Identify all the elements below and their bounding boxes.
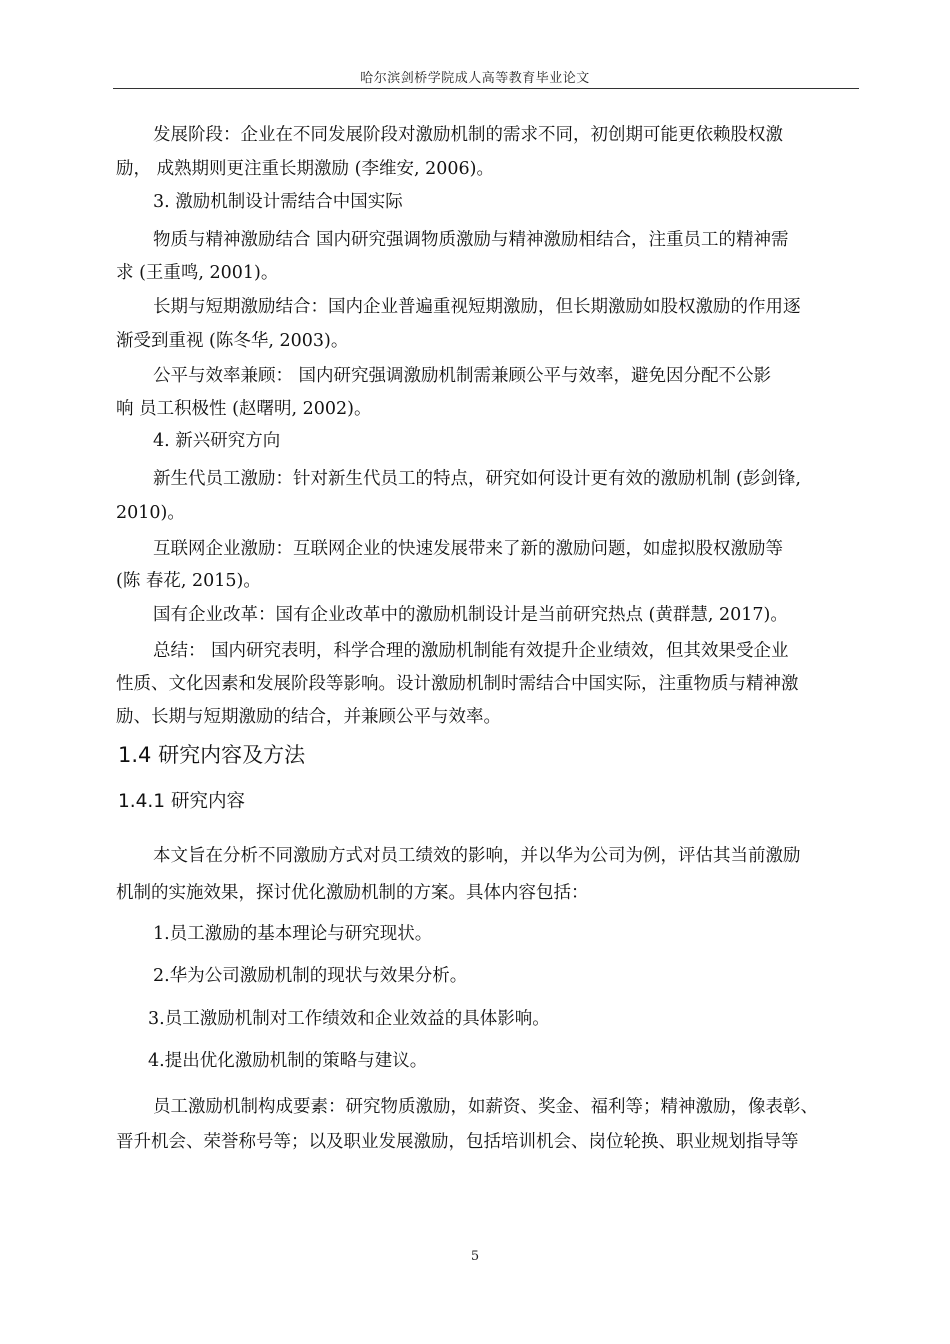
paragraph-line: 本文旨在分析不同激励方式对员工绩效的影响，并以华为公司为例，评估其当前激励 xyxy=(153,846,801,866)
header-divider xyxy=(113,88,859,89)
paragraph-line: 渐受到重视 (陈冬华, 2003)。 xyxy=(116,331,349,351)
paragraph-line: 晋升机会、荣誉称号等；以及职业发展激励，包括培训机会、岗位轮换、职业规划指导等 xyxy=(116,1132,799,1152)
paragraph-line: 互联网企业激励：互联网企业的快速发展带来了新的激励问题，如虚拟股权激励等 xyxy=(153,539,783,559)
paragraph-line: 总结： 国内研究表明，科学合理的激励机制能有效提升企业绩效，但其效果受企业 xyxy=(153,641,789,661)
paragraph-line: 员工激励机制构成要素：研究物质激励，如薪资、奖金、福利等；精神激励，像表彰、 xyxy=(153,1097,818,1117)
list-heading: 3. 激励机制设计需结合中国实际 xyxy=(153,192,403,212)
paragraph-line: 机制的实施效果，探讨优化激励机制的方案。具体内容包括： xyxy=(116,883,589,903)
list-item: 2.华为公司激励机制的现状与效果分析。 xyxy=(153,966,468,986)
paragraph-line: 响 员工积极性 (赵曙明, 2002)。 xyxy=(116,399,372,419)
list-item: 3.员工激励机制对工作绩效和企业效益的具体影响。 xyxy=(148,1009,550,1029)
paragraph-line: 新生代员工激励：针对新生代员工的特点，研究如何设计更有效的激励机制 (彭剑锋, xyxy=(153,469,801,489)
paragraph-line: 性质、文化因素和发展阶段等影响。设计激励机制时需结合中国实际，注重物质与精神激 xyxy=(116,674,799,694)
paragraph-line: (陈 春花, 2015)。 xyxy=(116,571,261,591)
section-heading: 1.4 研究内容及方法 xyxy=(118,743,306,767)
paragraph-line: 2010)。 xyxy=(116,503,185,523)
subsection-heading: 1.4.1 研究内容 xyxy=(118,791,245,812)
running-header: 哈尔滨剑桥学院成人高等教育毕业论文 xyxy=(360,71,590,86)
page-number: 5 xyxy=(470,1249,480,1264)
paragraph-line: 国有企业改革：国有企业改革中的激励机制设计是当前研究热点 (黄群慧, 2017)。 xyxy=(153,605,788,625)
paragraph-line: 物质与精神激励结合 国内研究强调物质激励与精神激励相结合，注重员工的精神需 xyxy=(153,230,789,250)
paragraph-line: 励， 成熟期则更注重长期激励 (李维安, 2006)。 xyxy=(116,159,494,179)
paragraph-line: 长期与短期激励结合：国内企业普遍重视短期激励，但长期激励如股权激励的作用逐 xyxy=(153,297,801,317)
paragraph-line: 发展阶段：企业在不同发展阶段对激励机制的需求不同，初创期可能更依赖股权激 xyxy=(153,125,783,145)
list-heading: 4. 新兴研究方向 xyxy=(153,431,281,451)
paragraph-line: 公平与效率兼顾： 国内研究强调激励机制需兼顾公平与效率，避免因分配不公影 xyxy=(153,366,772,386)
list-item: 1.员工激励的基本理论与研究现状。 xyxy=(153,924,433,944)
list-item: 4.提出优化激励机制的策略与建议。 xyxy=(148,1051,428,1071)
paragraph-line: 求 (王重鸣, 2001)。 xyxy=(116,263,279,283)
paragraph-line: 励、长期与短期激励的结合，并兼顾公平与效率。 xyxy=(116,707,501,727)
